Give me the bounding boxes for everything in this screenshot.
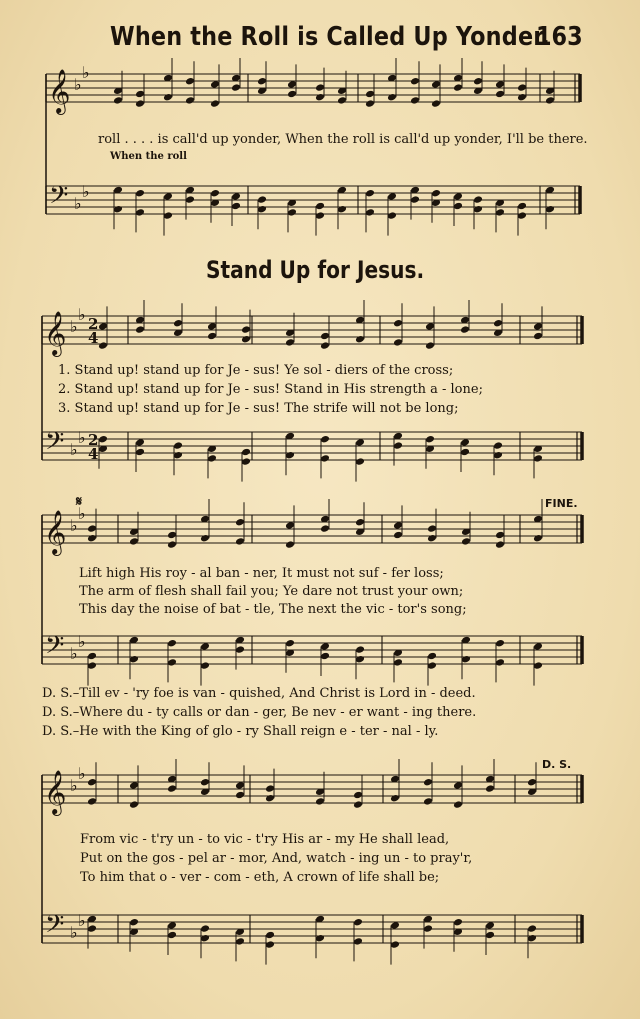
note-head [387, 93, 397, 102]
note-head [257, 205, 267, 214]
note-head [315, 934, 325, 943]
ds-line: D. S.–He with the King of glo - ry Shall reign e - ter - nal - ly. [42, 724, 439, 739]
note-head [285, 639, 295, 648]
note-head [87, 534, 97, 543]
note-head [545, 96, 555, 105]
flat-sign: ♭ [74, 194, 82, 213]
note-head [200, 661, 210, 670]
note-head [387, 211, 397, 220]
note-head [315, 83, 325, 92]
note-head [427, 652, 437, 661]
note-head [355, 645, 365, 654]
note-head [527, 934, 537, 943]
note-head [517, 202, 527, 211]
note-head [113, 96, 123, 105]
note-head [495, 208, 505, 217]
note-head [87, 778, 97, 787]
note-head [135, 448, 145, 457]
note-head [485, 931, 495, 940]
bass-clef: 𝄢 [45, 631, 65, 666]
note-head [365, 99, 375, 108]
note-head [200, 534, 210, 543]
note-head [427, 534, 437, 543]
note-head [87, 652, 97, 661]
note-head [410, 195, 420, 204]
lyric-line: This day the noise of bat - tle, The next the vic - tor's song; [79, 602, 467, 617]
note-head [410, 96, 420, 105]
note-head [320, 341, 330, 350]
note-head [320, 332, 330, 341]
note-head [87, 797, 97, 806]
note-head [355, 457, 365, 466]
treble-clef: 𝄞 [44, 510, 67, 554]
note-head [473, 77, 483, 86]
note-head [287, 90, 297, 99]
note-head [355, 655, 365, 664]
note-head [200, 934, 210, 943]
note-head [533, 534, 543, 543]
note-head [135, 189, 145, 198]
note-head [98, 341, 108, 350]
note-head [315, 202, 325, 211]
note-head [461, 655, 471, 664]
note-head [129, 918, 139, 927]
note-head [167, 531, 177, 540]
note-head [320, 524, 330, 533]
note-head [235, 791, 245, 800]
note-head [129, 537, 139, 546]
note-head [285, 338, 295, 347]
time-signature: 4 [88, 329, 99, 347]
flat-sign: ♭ [70, 923, 78, 942]
lyric-line: 2. Stand up! stand up for Je - sus! Stand in His strength a - lone; [58, 382, 483, 397]
note-head [517, 211, 527, 220]
bass-clef: 𝄢 [49, 181, 69, 216]
note-head [527, 924, 537, 933]
note-head [365, 208, 375, 217]
note-head [167, 540, 177, 549]
note-head [460, 448, 470, 457]
note-head [257, 195, 267, 204]
time-signature: 2 [88, 431, 99, 449]
note-head [185, 96, 195, 105]
note-head [495, 658, 505, 667]
note-head [473, 195, 483, 204]
note-head [431, 99, 441, 108]
note-head [393, 531, 403, 540]
note-head [320, 435, 330, 444]
note-head [167, 784, 177, 793]
note-head [241, 325, 251, 334]
note-head [235, 937, 245, 946]
note-head [393, 441, 403, 450]
note-head [425, 341, 435, 350]
flat-sign: ♭ [70, 317, 78, 336]
note-head [423, 924, 433, 933]
note-head [533, 454, 543, 463]
note-head [173, 319, 183, 328]
note-head [533, 661, 543, 670]
note-head [173, 441, 183, 450]
note-head [493, 441, 503, 450]
note-head [163, 93, 173, 102]
note-head [453, 202, 463, 211]
note-head [173, 451, 183, 460]
note-head [315, 93, 325, 102]
note-head [241, 457, 251, 466]
lyric-line: To him that o - ver - com - eth, A crown of life shall be; [80, 870, 440, 885]
segno-sign: 𝄋 [76, 494, 83, 510]
note-head [460, 325, 470, 334]
lyric-line: 3. Stand up! stand up for Je - sus! The strife will not be long; [58, 401, 459, 416]
note-head [355, 518, 365, 527]
note-head [135, 90, 145, 99]
note-head [185, 77, 195, 86]
note-head [265, 784, 275, 793]
note-head [285, 540, 295, 549]
note-head [337, 96, 347, 105]
lyric-line: 1. Stand up! stand up for Je - sus! Ye sol - diers of the cross; [58, 363, 454, 378]
note-head [135, 325, 145, 334]
note-head [517, 93, 527, 102]
note-head [423, 797, 433, 806]
note-head [393, 658, 403, 667]
bass-clef: 𝄢 [45, 910, 65, 945]
note-head [265, 794, 275, 803]
bass-lyric: When the roll [110, 151, 187, 162]
ds-line: D. S.–Where du - ty calls or dan - ger, Be nev - er want - ing there. [42, 705, 477, 720]
note-head [485, 784, 495, 793]
flat-sign: ♭ [78, 632, 86, 651]
note-head [390, 794, 400, 803]
note-head [241, 335, 251, 344]
page-number: 163 [536, 22, 583, 52]
note-head [495, 90, 505, 99]
song-title-stand-up: Stand Up for Jesus. [206, 256, 425, 284]
note-head [423, 778, 433, 787]
note-head [545, 205, 555, 214]
flat-sign: ♭ [78, 764, 86, 783]
time-signature: 2 [88, 315, 99, 333]
flat-sign: ♭ [78, 504, 86, 523]
note-head [320, 652, 330, 661]
note-head [207, 454, 217, 463]
flat-sign: ♭ [70, 516, 78, 535]
note-head [493, 319, 503, 328]
lyric-line: roll . . . . is call'd up yonder, When the roll is call'd up yonder, I'll be there. [98, 132, 588, 147]
note-head [285, 451, 295, 460]
fine-label: FINE. [545, 497, 578, 510]
note-head [493, 451, 503, 460]
note-head [365, 189, 375, 198]
note-head [533, 332, 543, 341]
note-head [495, 639, 505, 648]
note-head [129, 800, 139, 809]
note-head [390, 940, 400, 949]
note-head [265, 931, 275, 940]
note-head [167, 639, 177, 648]
bass-clef: 𝄢 [45, 427, 65, 462]
flat-sign: ♭ [82, 182, 90, 201]
note-head [113, 205, 123, 214]
note-head [425, 435, 435, 444]
note-head [231, 83, 241, 92]
note-head [200, 924, 210, 933]
note-head [129, 655, 139, 664]
note-head [527, 778, 537, 787]
note-head [265, 940, 275, 949]
note-head [431, 189, 441, 198]
note-head [163, 211, 173, 220]
lyric-line: Lift high His roy - al ban - ner, It must not suf - fer loss; [79, 566, 444, 581]
note-head [241, 448, 251, 457]
treble-clef: 𝄞 [48, 69, 71, 113]
lyric-line: The arm of flesh shall fail you; Ye dare not trust your own; [79, 584, 464, 599]
note-head [135, 208, 145, 217]
note-head [337, 205, 347, 214]
note-head [353, 918, 363, 927]
flat-sign: ♭ [70, 644, 78, 663]
flat-sign: ♭ [74, 75, 82, 94]
treble-clef: 𝄞 [44, 311, 67, 355]
note-head [320, 454, 330, 463]
note-head [87, 524, 97, 533]
note-head [427, 524, 437, 533]
note-head [461, 537, 471, 546]
note-head [167, 658, 177, 667]
note-head [210, 189, 220, 198]
note-head [393, 319, 403, 328]
note-head [453, 800, 463, 809]
song-title-roll-call: When the Roll is Called Up Yonder. [110, 22, 550, 52]
note-head [235, 537, 245, 546]
note-head [517, 83, 527, 92]
note-head [365, 90, 375, 99]
flat-sign: ♭ [82, 63, 90, 82]
flat-sign: ♭ [78, 305, 86, 324]
note-head [235, 645, 245, 654]
note-head [353, 937, 363, 946]
note-head [207, 332, 217, 341]
ds-line: D. S.–Till ev - 'ry foe is van - quished, And Christ is Lord in - deed. [42, 686, 476, 701]
treble-clef: 𝄞 [44, 770, 67, 814]
note-head [257, 77, 267, 86]
note-head [87, 661, 97, 670]
note-head [353, 800, 363, 809]
note-head [287, 208, 297, 217]
note-head [231, 202, 241, 211]
note-head [355, 335, 365, 344]
note-head [87, 924, 97, 933]
note-head [315, 797, 325, 806]
note-head [135, 99, 145, 108]
note-head [495, 531, 505, 540]
lyric-line: From vic - t'ry un - to vic - t'ry His ar - my He shall lead, [80, 832, 450, 847]
note-head [98, 435, 108, 444]
note-head [167, 931, 177, 940]
note-head [495, 540, 505, 549]
note-head [200, 778, 210, 787]
note-head [315, 211, 325, 220]
flat-sign: ♭ [70, 440, 78, 459]
note-head [410, 77, 420, 86]
ds-label: D. S. [542, 758, 572, 771]
note-head [453, 83, 463, 92]
note-head [185, 195, 195, 204]
note-head [235, 518, 245, 527]
note-head [453, 918, 463, 927]
lyric-line: Put on the gos - pel ar - mor, And, watch - ing un - to pray'r, [80, 851, 473, 866]
note-head [353, 791, 363, 800]
note-head [427, 661, 437, 670]
note-head [210, 99, 220, 108]
note-head [473, 205, 483, 214]
note-head [393, 338, 403, 347]
flat-sign: ♭ [78, 911, 86, 930]
flat-sign: ♭ [70, 776, 78, 795]
time-signature: 4 [88, 445, 99, 463]
flat-sign: ♭ [78, 428, 86, 447]
